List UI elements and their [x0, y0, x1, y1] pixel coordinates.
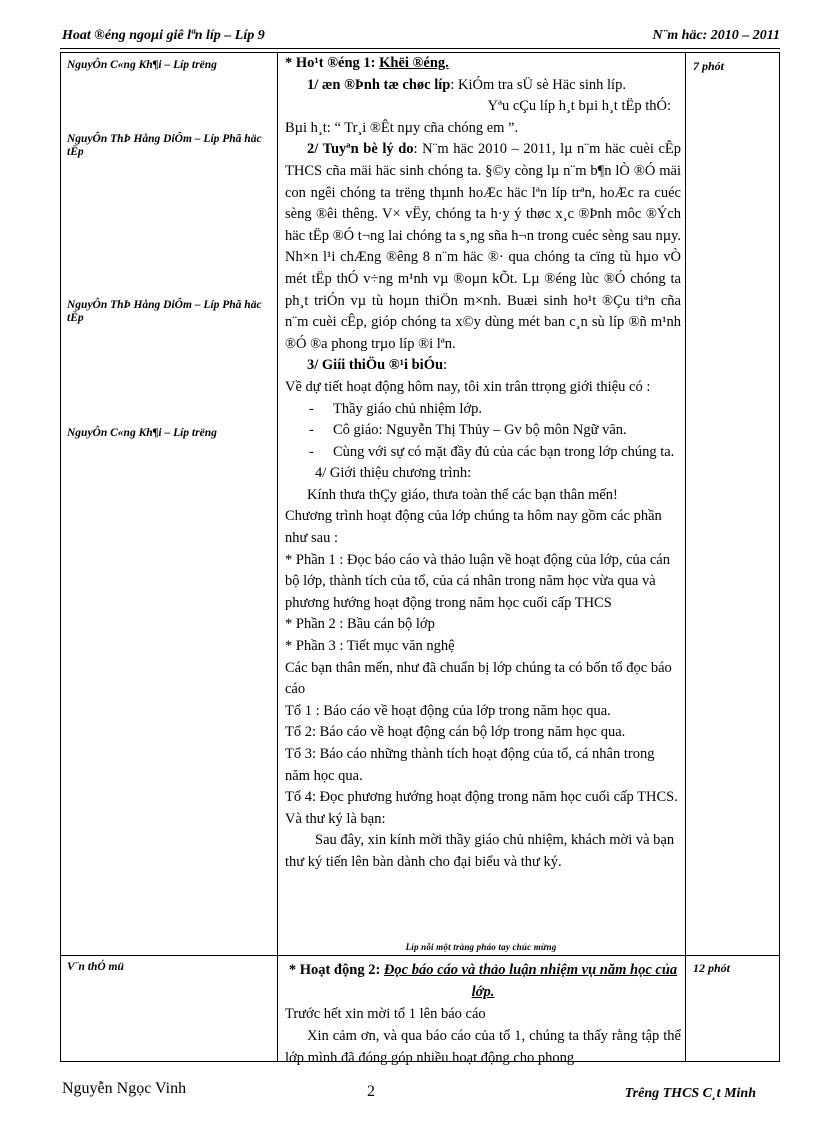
- page-number: 2: [367, 1083, 375, 1100]
- header-rule: [60, 48, 780, 49]
- header-school-year: N¨m häc: 2010 – 2011: [652, 28, 780, 43]
- guests-intro: Về dự tiết hoạt động hôm nay, tôi xin trân ttrọng giới thiệu có :: [285, 378, 651, 395]
- applause-note: Líp nỗi một tràng pháo tay chúc mừng: [405, 942, 557, 952]
- program-part-1: * Phần 1 : Đọc báo cáo và thảo luận về hoạt động của lớp, của cán bộ lớp, thành tích của tổ, của cá nhân trong năm học vừa qua và phương hướng hoạt động trong năm học cuối cấp THCS: [285, 551, 670, 611]
- section-3-heading: 3/ Giíi thiÖu ®¹i biÓu:: [307, 357, 448, 374]
- guest-item: - Cô giáo: Nguyễn Thị Thủy – Gv bộ môn Ngữ văn.: [305, 420, 681, 442]
- role-study-deputy: NguyÔn ThÞ Hång DiÔm – Líp Phã häc tËp: [67, 133, 262, 158]
- section-2-reason: 2/ Tuyªn bè lý do: N¨m häc 2010 – 2011, lµ n¨m häc cuèi cÊp THCS cña mäi häc sinh chóng ta. §©y còng lµ n¨m b¶n lÒ ®Ó mäi con ngêi chóng ta trëng thµnh hoÆc häc lªn líp trªn, hoÆc ra cuéc sèng ®êi thêng. V× vËy, chóng ta h·y ý thøc x¸c ®Þnh môc ®Ých häc tËp ®Ó t¬ng lai chóng ta s¸ng sña h¬n trong cuéc sèng sau nµy. Nh×n l¹i chÆng ®êng 8 n¨m häc ®· qua chóng ta cïng tù hµo vÒ mét tËp thÓ v÷ng m¹nh vµ ®oµn kÕt. Lµ ®éng lùc ®Ó chóng ta ph¸t triÓn vµ tù hoµn thiÖn m×nh. Buæi sinh ho¹t ®Çu tiªn cña n¨m cuèi cÊp, gióp chóng ta x©y dùng mét ban c¸n sù líp ®ñ m¹nh ®Ó ®a phong trµo líp ®i lªn.: [285, 141, 681, 352]
- guest-list: [285, 399, 681, 464]
- group-1-report: Tổ 1 : Báo cáo về hoạt động của lớp trong năm học qua.: [285, 702, 611, 719]
- activity-1-content: [285, 53, 681, 874]
- guest-item: - Thầy giáo chủ nhiệm lớp.: [305, 399, 681, 421]
- activity-2-line: Xin cảm ơn, và qua báo cáo của tổ 1, chúng ta thấy rằng tập thể lớp mình đã đóng góp nhiều hoạt động cho phong: [285, 1028, 681, 1066]
- footer-author: Nguyễn Ngọc Vinh: [62, 1080, 187, 1097]
- activity-2-line: Trước hết xin mời tổ 1 lên báo cáo: [285, 1006, 486, 1022]
- section-1-song: Bµi h¸t: “ Tr¸i ®Êt nµy cña chóng em ”.: [285, 119, 519, 136]
- group-4-report: Tổ 4: Đọc phương hướng hoạt động trong năm học cuối cấp THCS. Và thư ký là bạn:: [285, 789, 678, 827]
- role-class-monitor: NguyÔn C«ng Kh¶i – Líp trëng: [67, 427, 217, 439]
- role-class-monitor: NguyÔn C«ng Kh¶i – Líp trëng: [67, 59, 217, 71]
- section-1-song-request: Yªu cÇu líp h¸t bµi h¸t tËp thÓ:: [487, 98, 671, 115]
- header-title: Hoat ®éng ngoµi giê lªn líp – Líp 9: [62, 28, 265, 43]
- groups-intro: Các bạn thân mến, như đã chuẩn bị lớp chúng ta có bốn tổ đọc báo cáo: [285, 659, 672, 698]
- role-arts: V¨n thÓ mü: [67, 961, 124, 973]
- footer-school: Trêng THCS C¸t Minh: [624, 1086, 756, 1101]
- program-part-3: * Phần 3 : Tiết mục văn nghệ: [285, 638, 455, 655]
- activity-2-content: [285, 959, 681, 1069]
- section-1: 1/ æn ®Þnh tæ chøc líp: KiÓm tra sÜ sè Häc sinh líp.: [307, 76, 626, 93]
- guest-item: - Cùng với sự có mặt đầy đủ của các bạn trong lớp chúng ta.: [305, 442, 681, 464]
- column-divider: [685, 53, 686, 1061]
- program-part-2: * Phần 2 : Bầu cán bộ lớp: [285, 616, 435, 633]
- lesson-table: [60, 52, 780, 1066]
- role-study-deputy: NguyÔn ThÞ Hång DiÔm – Líp Phã häc tËp: [67, 299, 262, 324]
- program-intro: Chương trình hoạt động của lớp chúng ta hôm nay gồm các phần như sau :: [285, 508, 662, 547]
- group-3-report: Tổ 3: Báo cáo những thành tích hoạt động của tổ, cá nhân trong năm học qua.: [285, 746, 655, 784]
- row-divider: [61, 955, 779, 956]
- section-4-heading: 4/ Giới thiệu chương trình:: [315, 465, 472, 482]
- greeting: Kính thưa thÇy giáo, thưa toàn thể các bạn thân mến!: [307, 486, 618, 503]
- duration-activity-2: 12 phót: [693, 961, 731, 975]
- activity-2-heading: * Hoạt động 2: Đọc báo cáo và thảo luận nhiệm vụ năm học của lớp.: [288, 962, 678, 1000]
- activity-1-heading: * Ho¹t ®éng 1: Khëi ®éng.: [285, 55, 449, 71]
- invitation: Sau đây, xin kính mời thầy giáo chủ nhiệm, khách mời và bạn thư ký tiến lên bàn dành cho đại biểu và thư ký.: [285, 832, 675, 870]
- duration-activity-1: 7 phót: [693, 59, 725, 73]
- column-divider: [277, 53, 278, 1061]
- group-2-report: Tổ 2: Báo cáo về hoạt động cán bộ lớp trong năm học qua.: [285, 724, 626, 741]
